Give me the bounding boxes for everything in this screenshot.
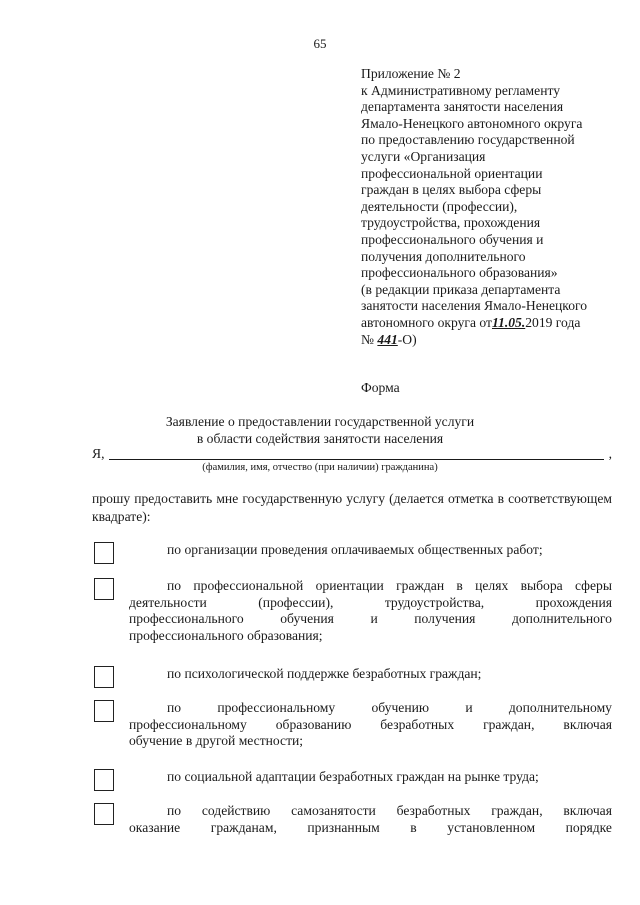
option-checkbox[interactable] xyxy=(94,803,114,825)
annex-line: профессиональной ориентации xyxy=(361,165,543,181)
option-word: граждан xyxy=(396,578,445,593)
option-word: установленном xyxy=(447,819,536,835)
option-4 xyxy=(129,700,612,750)
date-suffix: 2019 года xyxy=(525,314,581,330)
annex-line: Ямало-Ненецкого автономного округа xyxy=(361,115,583,131)
option-1 xyxy=(129,542,612,559)
option-word: выбора xyxy=(520,578,563,593)
applicant-name-field[interactable] xyxy=(109,459,604,460)
option-word: гражданам, xyxy=(210,819,277,835)
option-word: деятельности xyxy=(129,594,207,610)
annex-number-line xyxy=(361,332,623,349)
option-text: по психологической поддержке безработных граждан; xyxy=(167,666,482,681)
option-word: по xyxy=(167,803,182,818)
option-word: (профессии), xyxy=(258,594,334,610)
request-text: прошу предоставить мне государственную услугу (делается отметка в соответствующем квадрате): xyxy=(92,491,612,524)
option-word: профессионального xyxy=(129,611,244,627)
option-word: оказание xyxy=(129,819,181,835)
option-word: безработных xyxy=(396,803,471,818)
annex-line: услуги «Организация xyxy=(361,148,486,164)
annex-line: (в редакции приказа департамента xyxy=(361,281,561,297)
option-word: профессиональной xyxy=(193,578,304,593)
number-prefix: № xyxy=(361,331,374,347)
option-checkbox[interactable] xyxy=(94,666,114,688)
number-suffix: -О) xyxy=(397,331,417,347)
date-prefix: автономного округа от xyxy=(361,314,492,330)
option-word: образованию xyxy=(275,716,352,732)
annex-line: профессионального обучения и xyxy=(361,231,544,247)
applicant-prefix: Я, xyxy=(92,446,105,461)
option-word: в xyxy=(410,819,417,835)
option-word: включая xyxy=(563,716,612,732)
handwritten-number: 441 xyxy=(377,331,398,347)
annex-line: профессионального образования» xyxy=(361,265,558,281)
option-text-end: обучение в другой местности; xyxy=(129,733,304,749)
option-5 xyxy=(129,769,612,786)
option-word: сферы xyxy=(574,578,612,593)
option-word: профессиональному xyxy=(129,716,247,732)
option-text-end: профессионального образования; xyxy=(129,627,323,643)
option-word: трудоустройства, xyxy=(384,594,485,610)
document-title xyxy=(0,414,640,447)
option-word: включая xyxy=(563,803,612,818)
annex-line: Приложение № 2 xyxy=(361,66,461,81)
annex-line: департамента занятости населения xyxy=(361,99,564,115)
applicant-suffix: , xyxy=(608,446,612,461)
option-word: порядке xyxy=(565,819,612,835)
page-number: 65 xyxy=(313,36,327,51)
option-word: получения xyxy=(414,611,476,627)
option-6 xyxy=(129,803,612,836)
option-checkbox[interactable] xyxy=(94,542,114,564)
option-3 xyxy=(129,666,612,683)
option-word: ориентации xyxy=(315,578,384,593)
option-word: признанным xyxy=(307,819,380,835)
option-word: по xyxy=(167,700,182,715)
option-word: и xyxy=(370,611,378,627)
title-line-2: в области содействия занятости населения xyxy=(196,430,444,446)
form-label: Форма xyxy=(361,380,400,395)
option-word: дополнительному xyxy=(508,700,612,715)
option-word: по xyxy=(167,578,182,593)
option-word: самозанятости xyxy=(291,803,376,818)
option-word: и xyxy=(465,700,473,715)
option-checkbox[interactable] xyxy=(94,769,114,791)
annex-line: трудоустройства, прохождения xyxy=(361,215,541,231)
annex-block xyxy=(361,66,623,348)
option-2 xyxy=(129,578,612,644)
option-word: обучению xyxy=(371,700,430,715)
applicant-caption: (фамилия, имя, отчество (при наличии) гражданина) xyxy=(202,462,438,473)
option-word: граждан, xyxy=(491,803,543,818)
option-checkbox[interactable] xyxy=(94,578,114,600)
option-word: в xyxy=(456,578,463,593)
title-line-1: Заявление о предоставлении государственной услуги xyxy=(165,414,475,429)
annex-line: по предоставлению государственной xyxy=(361,132,575,148)
annex-line: граждан в целях выбора сферы xyxy=(361,182,542,198)
annex-line: занятости населения Ямало-Ненецкого xyxy=(361,298,588,314)
option-word: целях xyxy=(475,578,509,593)
annex-date-line xyxy=(361,315,623,332)
option-word: содействию xyxy=(201,803,271,818)
option-word: безработных xyxy=(380,716,455,732)
option-word: дополнительного xyxy=(511,611,612,627)
option-word: обучения xyxy=(280,611,334,627)
option-text: по социальной адаптации безработных граждан на рынке труда; xyxy=(167,769,539,784)
annex-line: к Административному регламенту xyxy=(361,82,561,98)
option-checkbox[interactable] xyxy=(94,700,114,722)
option-word: профессиональному xyxy=(217,700,336,715)
annex-line: деятельности (профессии), xyxy=(361,198,518,214)
option-word: граждан, xyxy=(483,716,535,732)
option-text: по организации проведения оплачиваемых общественных работ; xyxy=(167,542,543,557)
handwritten-date: 11.05. xyxy=(491,314,526,330)
annex-line: получения дополнительного xyxy=(361,248,526,264)
option-word: прохождения xyxy=(535,594,612,610)
